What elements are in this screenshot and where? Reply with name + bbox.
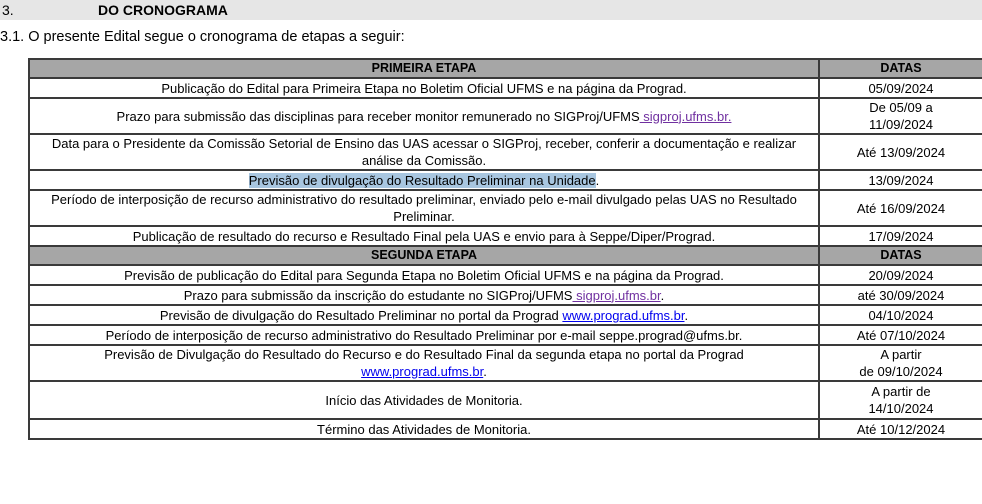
activity-suffix: . <box>483 364 487 379</box>
activity-cell <box>29 170 819 190</box>
date-cell: Até 16/09/2024 <box>819 190 982 226</box>
table-row <box>29 285 982 305</box>
schedule-table <box>28 58 982 440</box>
table-row <box>29 325 982 345</box>
activity-cell: Período de interposição de recurso administrativo do Resultado Preliminar por e-mail seppe.prograd@ufms.br. <box>29 325 819 345</box>
activity-text: Previsão de Divulgação do Resultado do Recurso e do Resultado Final da segunda etapa no portal da Prograd <box>104 347 744 362</box>
activity-cell <box>29 98 819 134</box>
date-line: de 09/10/2024 <box>859 364 943 379</box>
activity-cell: Período de interposição de recurso administrativo do resultado preliminar, enviado pelo e-mail divulgado pelas UAS no Resultado Preliminar. <box>29 190 819 226</box>
table-row <box>29 170 982 190</box>
date-line: A partir de <box>871 384 931 399</box>
activity-cell <box>29 285 819 305</box>
date-cell <box>819 345 982 381</box>
table-row <box>29 345 982 381</box>
prograd-link[interactable]: www.prograd.ufms.br <box>361 364 484 379</box>
prograd-link[interactable]: www.prograd.ufms.br <box>562 307 685 323</box>
date-cell: até 30/09/2024 <box>819 285 982 305</box>
table-row <box>29 78 982 98</box>
stage-title: SEGUNDA ETAPA <box>29 246 819 265</box>
date-line: 11/09/2024 <box>868 117 934 132</box>
highlighted-text: Previsão de divulgação do Resultado Preliminar na Unidade <box>248 172 596 188</box>
activity-cell: Publicação de resultado do recurso e Resultado Final pela UAS e envio para à Seppe/Diper/Prograd. <box>29 226 819 246</box>
activity-cell <box>29 345 819 381</box>
stage-header-row <box>29 59 982 78</box>
date-cell: 04/10/2024 <box>819 305 982 325</box>
date-cell: Até 13/09/2024 <box>819 134 982 170</box>
activity-cell: Publicação do Edital para Primeira Etapa no Boletim Oficial UFMS e na página da Prograd. <box>29 78 819 98</box>
activity-suffix: . <box>595 172 600 188</box>
sigproj-link[interactable]: sigproj.ufms.br <box>572 287 661 303</box>
intro-paragraph: 3.1. O presente Edital segue o cronograma de etapas a seguir: <box>0 29 405 45</box>
date-line: 14/10/2024 <box>868 401 934 416</box>
table-row <box>29 381 982 419</box>
activity-text: Previsão de divulgação do Resultado Preliminar no portal da Prograd <box>159 307 563 323</box>
date-line: De 05/09 a <box>869 100 933 115</box>
stage-header-row <box>29 246 982 265</box>
section-title: DO CRONOGRAMA <box>98 2 228 18</box>
section-number: 3. <box>2 2 14 18</box>
activity-cell: Início das Atividades de Monitoria. <box>29 381 819 419</box>
table-row <box>29 419 982 439</box>
activity-cell: Data para o Presidente da Comissão Setorial de Ensino das UAS acessar o SIGProj, receber, conferir a documentação e realizar análise da Comissão. <box>29 134 819 170</box>
date-cell: 05/09/2024 <box>819 78 982 98</box>
dates-header: DATAS <box>819 246 982 265</box>
activity-cell: Previsão de publicação do Edital para Segunda Etapa no Boletim Oficial UFMS e na página da Prograd. <box>29 265 819 285</box>
sigproj-link[interactable]: sigproj.ufms.br. <box>639 108 732 124</box>
date-cell: Até 10/12/2024 <box>819 419 982 439</box>
date-cell <box>819 98 982 134</box>
activity-cell <box>29 305 819 325</box>
table-row <box>29 265 982 285</box>
date-cell: Até 07/10/2024 <box>819 325 982 345</box>
date-cell: 13/09/2024 <box>819 170 982 190</box>
table-row <box>29 305 982 325</box>
table-row <box>29 134 982 170</box>
activity-text: Prazo para submissão das disciplinas para receber monitor remunerado no SIGProj/UFMS <box>116 108 640 124</box>
dates-header: DATAS <box>819 59 982 78</box>
date-line: A partir <box>880 347 922 362</box>
table-row <box>29 190 982 226</box>
activity-suffix: . <box>660 287 665 303</box>
date-cell: 20/09/2024 <box>819 265 982 285</box>
activity-cell: Término das Atividades de Monitoria. <box>29 419 819 439</box>
section-header-bar <box>0 0 982 20</box>
table-row <box>29 226 982 246</box>
date-cell: 17/09/2024 <box>819 226 982 246</box>
table-row <box>29 98 982 134</box>
activity-suffix: . <box>684 307 689 323</box>
activity-text: Prazo para submissão da inscrição do estudante no SIGProj/UFMS <box>183 287 573 303</box>
date-cell <box>819 381 982 419</box>
stage-title: PRIMEIRA ETAPA <box>29 59 819 78</box>
